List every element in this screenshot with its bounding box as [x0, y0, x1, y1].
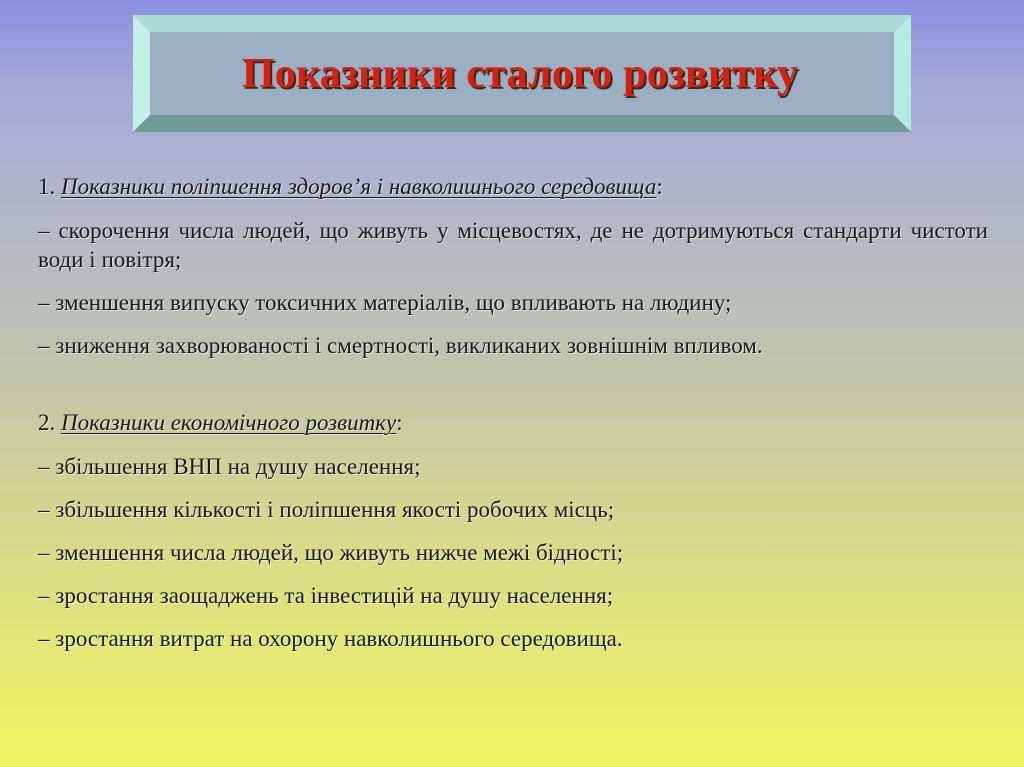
section-title-suffix: :	[656, 174, 663, 199]
list-item: – скорочення числа людей, що живуть у місцевостях, де не дотримуються стандарти чистоти води і повітря;	[38, 218, 988, 272]
page-title: Показники сталого розвитку	[241, 50, 799, 97]
section-title-suffix: :	[396, 410, 403, 435]
plaque-bevel-left	[133, 15, 150, 132]
list-item: – зменшення числа людей, що живуть нижче межі бідності;	[38, 540, 624, 565]
section-title: Показники поліпшення здоров’я і навколишнього середовища	[61, 174, 657, 199]
plaque-bevel-bottom	[133, 115, 911, 132]
list-item: – зниження захворюваності і смертності, викликаних зовнішнім впливом.	[38, 333, 763, 358]
plaque-bevel-top	[133, 15, 911, 32]
section-number: 2.	[38, 410, 56, 435]
section-title: Показники економічного розвитку	[61, 410, 397, 435]
section-spacer	[38, 374, 988, 408]
title-plaque	[133, 15, 911, 132]
list-item: – збільшення кількості і поліпшення якості робочих місць;	[38, 497, 615, 522]
section-heading-economy	[38, 408, 988, 437]
list-item: – зростання заощаджень та інвестицій на душу населення;	[38, 583, 614, 608]
plaque-bevel-right	[894, 15, 911, 132]
section-heading-health	[38, 172, 988, 201]
section-number: 1.	[38, 174, 56, 199]
list-item: – збільшення ВНП на душу населення;	[38, 454, 421, 479]
list-item: – зростання витрат на охорону навколишнього середовища.	[38, 626, 623, 651]
list-item: – зменшення випуску токсичних матеріалів, що впливають на людину;	[38, 290, 732, 315]
slide-content	[38, 172, 988, 667]
